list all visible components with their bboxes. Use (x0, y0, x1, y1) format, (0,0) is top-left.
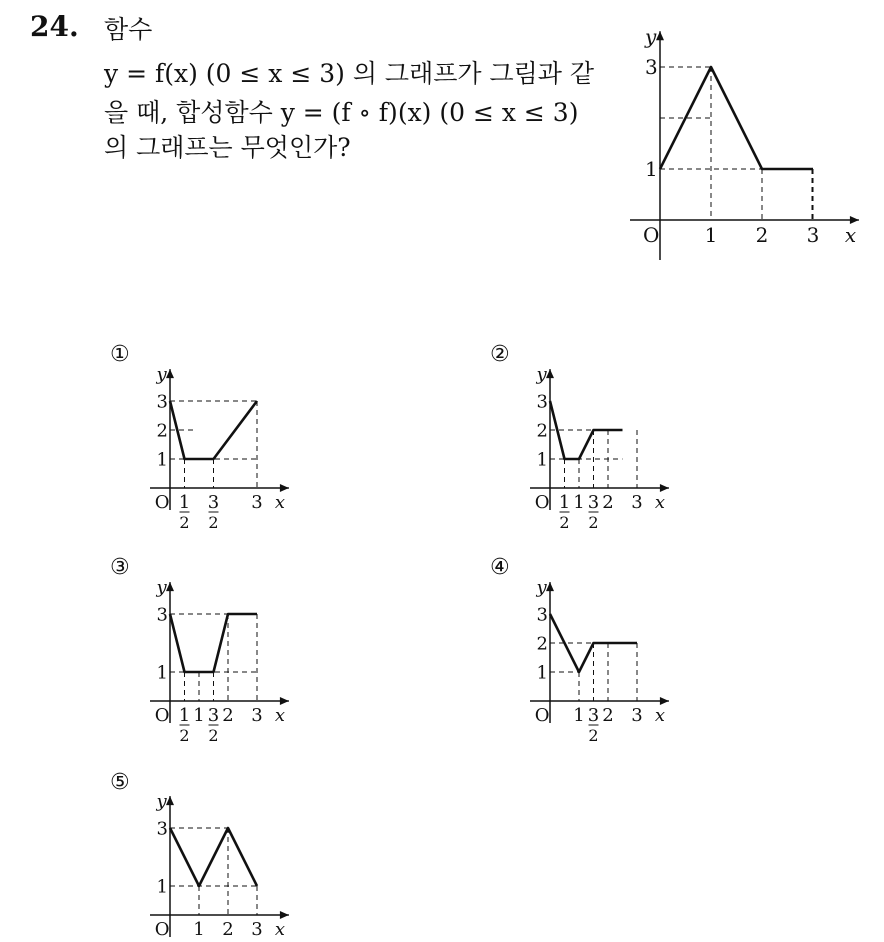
question-line-4: 의 그래프는 무엇인가? (104, 133, 351, 162)
option-4-graph-x-label: x (654, 705, 666, 726)
option-1-graph-xtick-label: 3 (251, 492, 263, 513)
main-graph-y-arrow (656, 31, 664, 40)
option-2-graph-xtick-label: 3 (587, 492, 600, 513)
option-4-graph-ytick-label: 2 (536, 633, 548, 655)
main-graph-x-label: x (844, 223, 857, 247)
option-5-function-line (170, 828, 257, 886)
option-3-graph-origin: O (154, 705, 170, 726)
main-graph-ytick-label: 1 (645, 157, 658, 181)
main-graph-xtick-label: 2 (755, 223, 769, 247)
option-2-graph-xtick-label: 1 (558, 492, 571, 513)
option-4-graph-xtick-label: 3 (587, 705, 600, 726)
question-line-2: y = f(x) (0 ≤ x ≤ 3) 의 그래프가 그림과 같 (104, 59, 595, 88)
option-4-graph-x-arrow (660, 697, 669, 705)
option-1-graph-origin: O (154, 492, 170, 513)
option-1-graph-x-arrow (280, 484, 289, 492)
option-5-graph-xtick-label: 1 (193, 919, 205, 940)
option-5-graph-xtick-label: 3 (251, 919, 263, 940)
option-2-graph-xtick-label: 2 (602, 492, 614, 513)
option-3-graph-ytick-label: 3 (156, 604, 168, 626)
option-2-graph-ytick-label: 2 (536, 420, 548, 442)
option-5-graph-origin: O (154, 919, 170, 940)
option-3-graph-xtick-den: 2 (179, 726, 190, 745)
option-1-graph-xtick-den: 2 (179, 513, 190, 532)
option-2-graph-xtick-label: 3 (631, 492, 643, 513)
option-3-graph-y-arrow (166, 582, 174, 591)
option-1-graph-x-label: x (274, 492, 286, 513)
option-1-mark[interactable]: ① (110, 342, 130, 367)
option-3-graph-xtick-label: 3 (251, 705, 263, 726)
option-1-graph-xtick-label: 1 (178, 492, 191, 513)
main-graph-xtick-label: 1 (704, 223, 718, 247)
option-3-graph-ytick-label: 1 (156, 662, 168, 684)
option-5-graph-x-label: x (274, 919, 286, 940)
option-3-graph-xtick-den: 2 (208, 726, 219, 745)
option-5-graph-y-arrow (166, 796, 174, 805)
option-2-graph-origin: O (534, 492, 550, 513)
option-5-graph-x-arrow (280, 911, 289, 919)
option-1-graph-xtick-den: 2 (208, 513, 219, 532)
option-4-graph-xtick-den: 2 (588, 726, 599, 745)
option-1-graph-ytick-label: 3 (156, 391, 168, 413)
option-3-graph-x-arrow (280, 697, 289, 705)
option-4-graph-xtick-label: 1 (573, 705, 585, 726)
option-5-graph-ytick-label: 3 (156, 818, 168, 840)
main-graph-origin: O (643, 223, 660, 247)
option-2-graph-ytick-label: 3 (536, 391, 548, 413)
option-2-mark[interactable]: ② (490, 342, 510, 367)
option-3-graph-xtick-label: 1 (193, 705, 205, 726)
option-1-graph-y-arrow (166, 369, 174, 378)
option-3-graph-xtick-label: 1 (178, 705, 191, 726)
option-4-graph-ytick-label: 1 (536, 662, 548, 684)
option-5-graph-y-label: y (156, 790, 167, 812)
option-3-mark[interactable]: ③ (110, 555, 130, 580)
option-4-graph-origin: O (534, 705, 550, 726)
option-2-graph-xtick-den: 2 (588, 513, 599, 532)
option-1-graph-xtick-label: 3 (207, 492, 220, 513)
option-4-mark[interactable]: ④ (490, 555, 510, 580)
main-graph-xtick-label: 3 (806, 223, 820, 247)
question-line-1: 함수 (104, 15, 153, 44)
option-4-graph-xtick-label: 2 (602, 705, 614, 726)
option-4-graph-xtick-label: 3 (631, 705, 643, 726)
question-number: 24. (30, 10, 79, 43)
option-5-graph-xtick-label: 2 (222, 919, 234, 940)
option-3-graph-xtick-label: 2 (222, 705, 234, 726)
option-2-graph-xtick-den: 2 (559, 513, 570, 532)
option-1-graph-ytick-label: 1 (156, 449, 168, 471)
option-1-graph-ytick-label: 2 (156, 420, 168, 442)
main-graph-y-label: y (645, 24, 657, 49)
option-2-graph-y-arrow (546, 369, 554, 378)
option-3-graph-xtick-label: 3 (207, 705, 220, 726)
option-5-mark[interactable]: ⑤ (110, 770, 130, 795)
option-5-graph-ytick-label: 1 (156, 876, 168, 898)
option-4-graph-y-label: y (536, 576, 547, 598)
option-4-graph-y-arrow (546, 582, 554, 591)
main-graph-ytick-label: 3 (645, 55, 658, 79)
option-3-function-line (170, 614, 257, 672)
option-2-graph-y-label: y (536, 363, 547, 385)
option-2-graph-xtick-label: 1 (573, 492, 585, 513)
option-3-graph-y-label: y (156, 576, 167, 598)
option-1-graph-y-label: y (156, 363, 167, 385)
question-line-3: 을 때, 합성함수 y = (f ∘ f)(x) (0 ≤ x ≤ 3) (104, 98, 579, 127)
option-4-graph-ytick-label: 3 (536, 604, 548, 626)
option-3-graph-x-label: x (274, 705, 286, 726)
option-2-graph-x-arrow (660, 484, 669, 492)
option-2-graph-ytick-label: 1 (536, 449, 548, 471)
option-2-graph-x-label: x (654, 492, 666, 513)
